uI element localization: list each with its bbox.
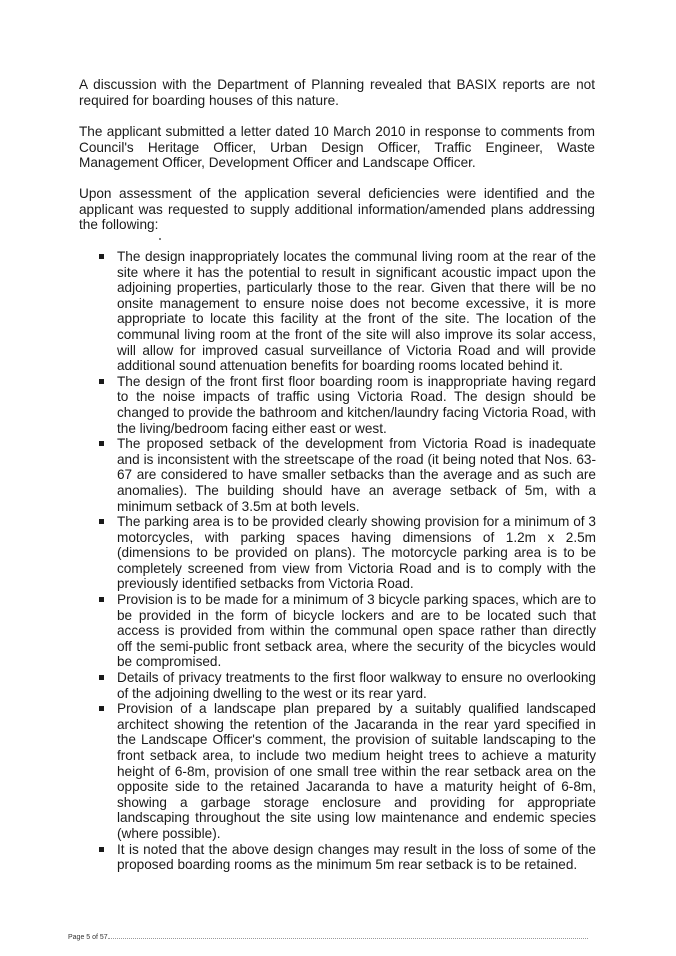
- list-item: [98, 701, 596, 841]
- list-item-text: The parking area is to be provided clearly showing provision for a minimum of 3 motorcycles, with parking spaces having dimensions of 1.2m x 2.5m (dimensions to be provided on plans). The motorcycle parking area is to be completely screened from view from Victoria Road and is to comply with the previously identified setbacks from Victoria Road.: [117, 514, 596, 592]
- paragraph-basix: A discussion with the Department of Planning revealed that BASIX reports are not required for boarding houses of this nature.: [79, 77, 595, 108]
- square-bullet-icon: [99, 847, 104, 852]
- list-item: [98, 670, 596, 701]
- list-item-text: The design of the front first floor boarding room is inappropriate having regard to the noise impacts of traffic using Victoria Road. The design should be changed to provide the bathroom and kitchen/laundry facing Victoria Road, with the living/bedroom facing either east or west.: [117, 373, 596, 436]
- list-item: [98, 249, 596, 374]
- square-bullet-icon: [99, 706, 104, 711]
- list-item-text: Provision of a landscape plan prepared by a suitably qualified landscaped architect showing the retention of the Jacaranda in the rear yard specified in the Landscape Officer's comment, the provision of suitable landscaping to the front setback area, to include two medium height trees to achieve a maturity height of 6-8m, provision of one small tree within the rear setback area on the opposite side to the retained Jacaranda to have a maturity height of 6-8m, showing a garbage storage enclosure and providing for appropriate landscaping throughout the site using low maintenance and endemic species (where possible).: [117, 701, 596, 841]
- list-item: [98, 436, 596, 514]
- list-item-text: It is noted that the above design changes may result in the loss of some of the proposed boarding rooms as the minimum 5m rear setback is to be retained.: [117, 841, 596, 873]
- list-item: [98, 374, 596, 436]
- list-item: [98, 592, 596, 670]
- square-bullet-icon: [99, 675, 104, 680]
- square-bullet-icon: [99, 519, 104, 524]
- paragraph-applicant-letter: The applicant submitted a letter dated 10 March 2010 in response to comments from Council's Heritage Officer, Urban Design Officer, Traffic Engineer, Waste Management Officer, Development Officer and Landscape Officer.: [79, 124, 595, 171]
- square-bullet-icon: [99, 441, 104, 446]
- list-item-text: Provision is to be made for a minimum of 3 bicycle parking spaces, which are to be provided in the form of bicycle lockers and are to be located such that access is provided from within the communal open space rather than directly off the semi-public front setback area, where the security of the bicycles would be compromised.: [117, 592, 597, 670]
- scan-speck: [159, 238, 161, 240]
- list-item-text: The design inappropriately locates the communal living room at the rear of the site where it has the potential to result in significant acoustic impact upon the adjoining properties, particularly those to the rear. Given that there will be no onsite management to ensure noise does not become excessive, it is more appropriate to locate this facility at the front of the site. The location of the communal living room at the front of the site will also improve its solar access, will allow for improved casual surveillance of Victoria Road and will provide additional sound attenuation benefits for boarding rooms located behind it.: [117, 249, 596, 374]
- paragraph-deficiencies-intro: Upon assessment of the application several deficiencies were identified and the applicant was requested to supply additional information/amended plans addressing the following:: [79, 186, 595, 233]
- list-item: [98, 514, 596, 592]
- list-item-text: The proposed setback of the development from Victoria Road is inadequate and is inconsistent with the streetscape of the road (it being noted that Nos. 63-67 are considered to have smaller setbacks than the average and as such are anomalies). The building should have an average setback of 5m, with a minimum setback of 3.5m at both levels.: [117, 436, 596, 514]
- square-bullet-icon: [99, 597, 104, 602]
- list-item-text: Details of privacy treatments to the first floor walkway to ensure no overlooking of the adjoining dwelling to the west or its rear yard.: [117, 670, 596, 701]
- square-bullet-icon: [99, 254, 104, 259]
- footer-divider: [108, 938, 588, 939]
- list-item: [98, 842, 596, 873]
- page-number: Page 5 of 57: [68, 934, 108, 941]
- deficiency-list: [98, 249, 596, 873]
- square-bullet-icon: [99, 379, 104, 384]
